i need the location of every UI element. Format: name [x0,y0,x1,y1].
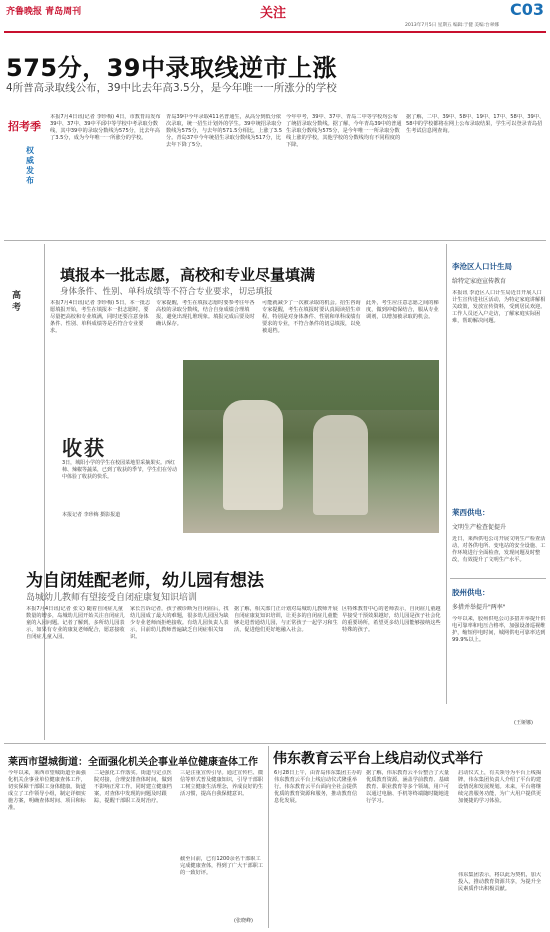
side3-title: 胶州供电： [452,588,490,597]
article4-col1: 今年以来，莱西市望城街道全面强化机关企事业单位健康查体工作，切实保障干部职工身体健康。街道成立了工作领导小组，制定详细实施方案，明确查体时间、项目和标准。 [8,770,86,811]
article4-credit: (张晓峰) [234,918,253,924]
article4-col3: 三是注重宣传引导。通过宣传栏、微信等形式普及健康知识，引导干部职工树立健康生活理念，养成良好的生活习惯，提高自我保健意识。 [180,770,264,797]
article3-headline: 为自闭娃配老师，幼儿园有想法 [26,571,264,591]
lead-tag: 招考季 [8,120,41,133]
harvest-credit: 本报记者 李珍梅 摄影报道 [62,512,121,518]
article4-col2: 二是强化工作落实。街道与定点医院对接，合理安排查体时间，做到不影响正常工作。同时建立健康档案，对查体中发现的问题及时跟踪，提醒干部职工及时治疗。 [94,770,172,804]
side2-title: 莱西供电： [452,508,490,517]
divider [4,743,546,744]
issue-meta: 2013年7月5日 星期五 编辑:于健 美编:台翠娜 [405,23,499,28]
side1-subtitle: 给特定家庭宣传教育 [452,278,507,285]
divider [4,240,546,241]
side1-body: 本报讯 李沧区人口计生局近日开展人口计生宣传进社区活动，为特定家庭讲解相关政策，发放宣传资料，受到居民欢迎。工作人员还入户走访，了解家庭实际困难，帮助解决问题。 [452,290,546,324]
harvest-caption: 3日，城阳小学的学生在校园菜地里采摘果实。西红柿、辣椒等蔬菜，已到了收获的季节，学生们在劳动中体验了收获的快乐。 [62,460,178,480]
harvest-title: 收获 [62,436,106,460]
divider [450,578,546,579]
article2-headline: 填报本一批志愿，高校和专业尽量填满 [60,266,316,284]
page-code: C03 [509,0,544,19]
channel-title: 关注 [260,6,287,21]
article2-col2: 专家提醒，考生在填报志愿时要参考往年各高校的录取分数线，结合自身成绩合理填报，避免出现扎堆现象。填报完成后要及时确认保存。 [156,300,255,327]
article5-col2: 据了解，伟东教育云平台整合了大量优质教育资源，涵盖学前教育、基础教育、职业教育等多个领域，用户可以通过电脑、手机等终端随时随地进行学习。 [366,770,450,804]
side2-subtitle: 文明生产检查促提升 [452,524,507,531]
side2-body: 近日，莱西供电公司开展文明生产检查活动，对各供电所、变电站的安全设施、工作环境进行全面检查，发现问题及时整改，有效提升了文明生产水平。 [452,536,546,563]
harvest-photo [183,360,439,533]
article5-col3b: 伟东集团表示，将以此为契机，加大投入，推动教育资源共享，为提升全民素质作出积极贡献。 [458,872,542,892]
lead-body-col1: 本报7月4日讯(记者 李珍梅) 4日，市教育局发布39中、37中、39中平邱中等学校中考录取分数线，其中39中的录取分数线为575分，比去年高了3.5分，成为今年唯一一所涨分的学校。 [50,114,161,141]
lead-body-col4: 据了解，二中、39中、58中、19中、17中、58中、39中、58中的学校都将在网上公布录取结果，学生可以登录青岛招生考试信息网查询。 [406,114,545,134]
article3-subheadline: 岛城幼儿教师有望接受自闭症康复知识培训 [26,593,198,603]
article4-col3b: 截至目前，已有1200余名干部职工完成健康查体，得到了广大干部职工的一致好评。 [180,856,264,876]
article5-headline: 伟东教育云平台上线启动仪式举行 [273,751,483,767]
article2-col1: 本报7月4日讯(记者 李珍梅) 5日，本一批志愿填报开始，考生在填报本一批志愿时，要尽量把高校和专业填满，同时还要注意身体条件、性别、单科成绩等是否符合专业要求。 [50,300,151,334]
side3-body: 今年以来，胶州供电公司多措并举提升供电可靠率和电压合格率，加强设备巡视维护，缩短停电时间，城网供电可靠率达到99.9%以上。 [452,616,546,643]
article5-col1: 6月28日上午，由青岛伟东集团主办的伟东教育云平台上线启动仪式隆重举行。伟东教育云平台面向全社会提供优质的教育资源和服务，推动教育信息化发展。 [274,770,362,804]
article4-headline: 莱西市望城街道：全面强化机关企事业单位健康查体工作 [8,757,258,768]
newspaper-brand: 齐鲁晚报 青岛周刊 [6,7,82,17]
side1-title: 李沧区人口计生局 [452,262,512,271]
article5-col3: 启动仪式上，有关领导为平台上线揭牌，伟东集团负责人介绍了平台的建设情况和发展规划。未来，平台将继续完善服务功能，为广大用户提供更加便捷的学习体验。 [458,770,542,804]
lead-body-col3: 今年中考，39中、37中、青岛二中等学校均公布了统招录取分数线。据了解，今年青岛39中的普通生录取分数线为575分，是今年唯一一所录取分数线上涨的学校，其他学校的分数线均有不同程度的下降。 [286,114,402,148]
article3-col2: 家长告诉记者，孩子被诊断为自闭症后，找幼儿园成了最大的难题，很多幼儿园因为缺少专业老师而拒绝接收。有幼儿园负责人表示，目前幼儿教师普遍缺乏自闭症相关知识。 [130,606,229,640]
section-label: 高考 [12,291,22,313]
lead-body-col2: 青岛39中今年录取411名普通生，从高分到低分依次录取，统一招生计划外的学生。39中统招录取分数线为575分，与去年的571.5分相比，上涨了3.5分。青岛37中今年统招生录取分数线为517分，比去年下降了5分。 [166,114,282,148]
side3-credit: (王娅娜) [514,720,533,726]
article2-col4: 此外，考生应注意志愿之间的梯度，做到冲稳保结合，服从专业调剂，以增加被录取的机会。 [366,300,439,320]
divider [446,244,447,704]
lead-subheadline: 4所普高录取线公布，39中比去年高3.5分，是今年唯一一所涨分的学校 [6,82,337,94]
side3-subtitle: 多措并举提升"两率" [452,604,506,611]
header-rule [4,31,546,33]
article3-col3: 据了解，相关部门正计划对岛城幼儿教师开展自闭症康复知识培训，让更多的自闭症儿童能够走进普通幼儿园，与正常孩子一起学习和生活，促进他们更好地融入社会。 [234,606,338,633]
divider [268,746,269,928]
lead-headline: 575分，39中录取线逆市上涨 [6,54,337,82]
article2-subheadline: 身体条件、性别、单科成绩等不符合专业要求，切忌填报 [60,287,273,297]
article2-col3: 可能就减少了一次被录取的机会。招生咨询专家提醒，考生在填报时要认真阅读招生章程，特别是对身体条件、性别和单科成绩有要求的专业，不符合条件的切忌填报，以免被退档。 [262,300,361,334]
lead-tag-secondary: 权威发布 [26,146,34,185]
article3-col1: 本报7月4日讯(记者 张文) 随着自闭症儿童数量的增多，岛城幼儿园开始关注自闭症儿童的入园问题。记者了解到，多所幼儿园表示，如果有专业的康复老师配合，愿意接收自闭症儿童入园。 [26,606,125,640]
article3-col4: 区特殊教育中心的老师表示，自闭症儿童越早接受干预效果越好，幼儿园是孩子社会化的重要场所，希望更多幼儿园能够接纳这些特殊的孩子。 [342,606,441,633]
